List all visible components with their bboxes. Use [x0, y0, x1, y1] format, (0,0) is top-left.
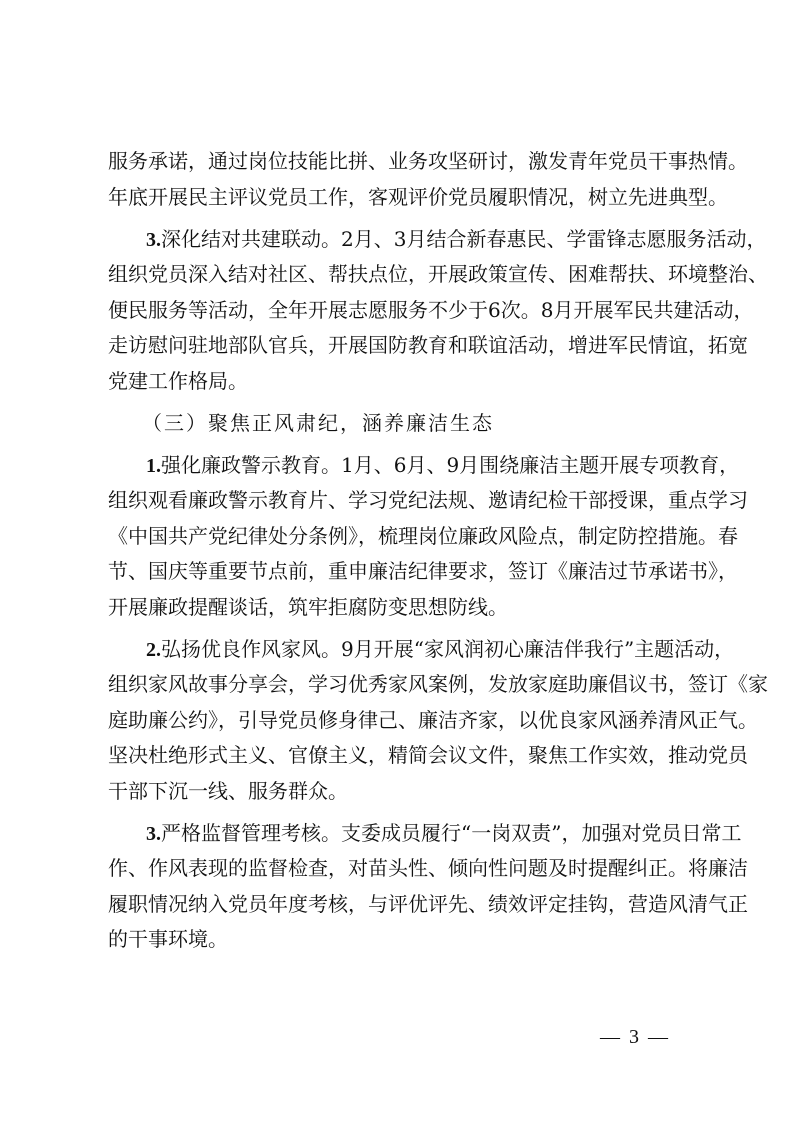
paragraph [108, 816, 748, 958]
line-text: 开展廉政提醒谈话，筑牢拒腐防变思想防线。 [108, 594, 508, 619]
line-text: 组织观看廉政警示教育片、学习党纪法规、邀请纪检干部授课，重点学习 [108, 488, 748, 512]
text-line [108, 144, 748, 180]
text-line [108, 851, 748, 887]
text-line [108, 887, 748, 923]
line-text: 深化结对共建联动。2月、3月结合新春惠民、学雷锋志愿服务活动， [161, 226, 767, 251]
line-text: 组织党员深入结对社区、帮扶点位，开展政策宣传、困难帮扶、环境整治、 [108, 262, 768, 286]
text-line [108, 328, 748, 364]
text-line [108, 293, 754, 329]
text-line [108, 257, 768, 293]
line-text: 便民服务等活动，全年开展志愿服务不少于6次。8月开展军民共建活动， [108, 297, 754, 322]
line-text: 强化廉政警示教育。1月、6月、9月围绕廉洁主题开展专项教育， [161, 452, 740, 477]
text-line [108, 554, 738, 590]
item-number: 3. [146, 228, 161, 251]
item-number: 2. [146, 638, 161, 661]
text-line [108, 590, 690, 626]
line-text: （三）聚焦正风肃纪，涵养廉洁生态 [142, 410, 494, 435]
text-line [108, 180, 728, 216]
text-line [108, 406, 690, 442]
text-line [108, 738, 748, 774]
paragraph [108, 448, 748, 626]
line-text: 的干事环境。 [108, 927, 228, 951]
line-text: 弘扬优良作风家风。9月开展“家风润初心廉洁伴我行”主题活动， [161, 636, 735, 661]
line-text: 节、国庆等重要节点前，重申廉洁纪律要求，签订《廉洁过节承诺书》， [108, 559, 738, 583]
page-number: — 3 — [600, 1026, 670, 1048]
line-text: 履职情况纳入党员年度考核，与评优评先、绩效评定挂钩，营造风清气正 [108, 891, 748, 916]
text-line [108, 364, 690, 400]
line-text: 服务承诺，通过岗位技能比拼、业务攻坚研讨，激发青年党员干事热情。 [108, 149, 748, 173]
line-text: 《中国共产党纪律处分条例》，梳理岗位廉政风险点，制定防控措施。春 [108, 523, 738, 548]
line-text: 年底开展民主评议党员工作，客观评价党员履职情况，树立先进典型。 [108, 184, 728, 209]
line-text: 党建工作格局。 [108, 368, 248, 393]
line-text: 坚决杜绝形式主义、官僚主义，精简会议文件，聚焦工作实效，推动党员 [108, 743, 748, 767]
line-text: 组织家风故事分享会，学习优秀家风案例，发放家庭助廉倡议书，签订《家 [108, 672, 768, 696]
text-line [108, 922, 690, 958]
text-line [108, 816, 742, 852]
section-heading [108, 406, 690, 442]
text-line [108, 774, 690, 810]
paragraph [108, 222, 768, 400]
text-line [108, 483, 748, 519]
document-body [108, 144, 768, 958]
item-number: 3. [146, 822, 161, 845]
text-line [108, 222, 767, 258]
line-text: 走访慰问驻地部队官兵，开展国防教育和联谊活动，增进军民情谊，拓宽 [108, 333, 748, 357]
line-text: 庭助廉公约》，引导党员修身律己、廉洁齐家，以优良家风涵养清风正气。 [108, 707, 758, 732]
item-number: 1. [146, 454, 161, 477]
text-line [108, 667, 768, 703]
paragraph [108, 144, 748, 215]
text-line [108, 632, 735, 668]
text-line [108, 448, 740, 484]
line-text: 严格监督管理考核。支委成员履行“一岗双责”，加强对党员日常工 [161, 820, 742, 845]
text-line [108, 519, 738, 555]
line-text: 作、作风表现的监督检查，对苗头性、倾向性问题及时提醒纠正。将廉洁 [108, 856, 748, 880]
line-text: 干部下沉一线、服务群众。 [108, 778, 348, 803]
paragraph [108, 632, 768, 810]
text-line [108, 703, 758, 739]
